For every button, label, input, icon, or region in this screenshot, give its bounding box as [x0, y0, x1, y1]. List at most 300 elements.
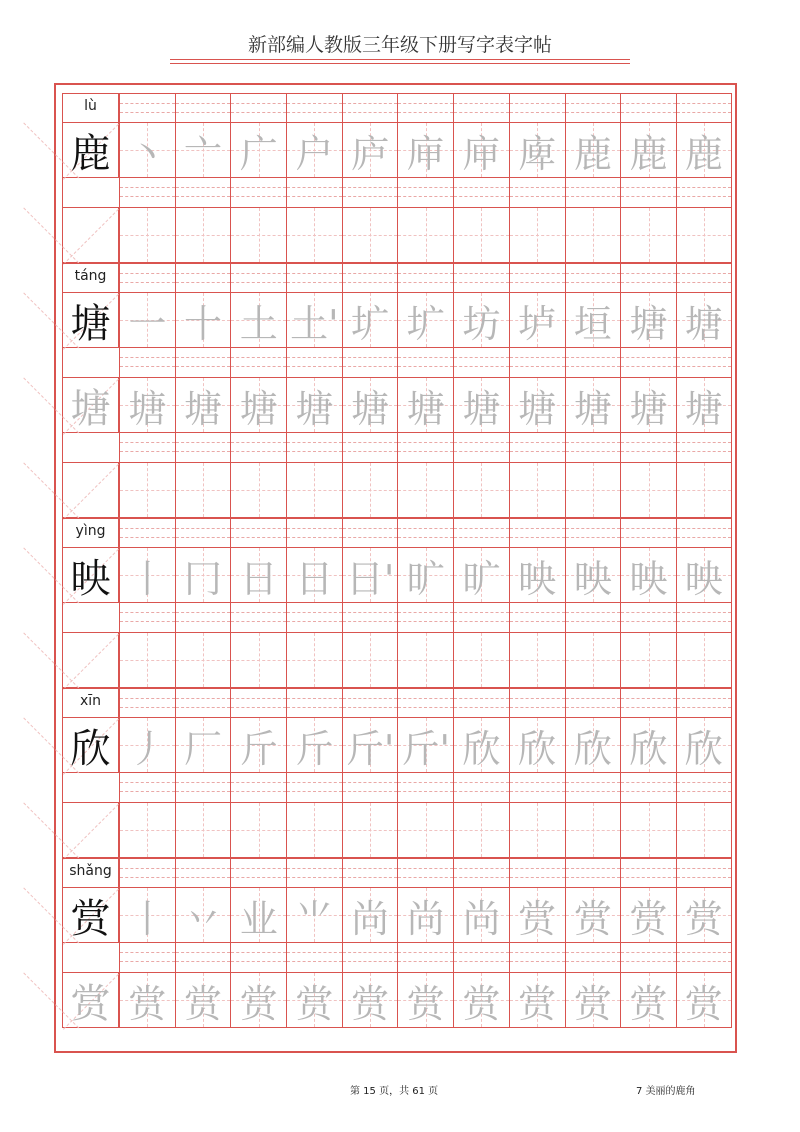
- practice-cell[interactable]: [565, 207, 621, 263]
- char-row: [70, 377, 732, 433]
- practice-cell[interactable]: [453, 462, 509, 518]
- stroke-glyph: 垣: [573, 301, 612, 346]
- stroke-glyph: 丨: [128, 556, 167, 601]
- practice-cell[interactable]: [676, 547, 732, 603]
- center-guide: [231, 235, 286, 236]
- stroke-glyph: 赏: [518, 896, 557, 941]
- practice-cell[interactable]: [230, 887, 286, 943]
- pinyin-cell: [453, 93, 509, 122]
- practice-cell[interactable]: [230, 972, 286, 1028]
- spacer-cell: [620, 603, 676, 632]
- practice-cell[interactable]: [509, 887, 565, 943]
- practice-cell[interactable]: [286, 802, 342, 858]
- practice-cell[interactable]: [342, 547, 398, 603]
- pinyin-cell: [230, 518, 286, 547]
- practice-cell[interactable]: [676, 972, 732, 1028]
- center-guide: [510, 490, 565, 491]
- practice-cell[interactable]: [676, 802, 732, 858]
- spacer-cell: [565, 178, 621, 207]
- pinyin-row: [79, 688, 732, 717]
- practice-cell[interactable]: [565, 462, 621, 518]
- model-character: 映: [70, 555, 111, 602]
- spacer-cell: [342, 603, 398, 632]
- practice-cell[interactable]: [676, 292, 732, 348]
- stroke-glyph: 垆: [518, 301, 557, 346]
- spacer-cell: [119, 348, 175, 377]
- practice-cell[interactable]: [397, 887, 453, 943]
- practice-cell[interactable]: [397, 717, 453, 773]
- practice-cell[interactable]: [286, 632, 342, 688]
- center-guide: [566, 660, 621, 661]
- practice-cell[interactable]: [286, 377, 342, 433]
- practice-cell[interactable]: [175, 887, 231, 943]
- spacer-cell: [230, 433, 286, 462]
- practice-cell[interactable]: [620, 717, 676, 773]
- center-guide: [398, 490, 453, 491]
- center-guide: [287, 235, 342, 236]
- practice-cell[interactable]: [119, 632, 175, 688]
- stroke-glyph: 庐: [351, 131, 390, 176]
- stroke-glyph: 斤: [295, 726, 334, 771]
- spacer-lead: [62, 433, 119, 462]
- practice-cell[interactable]: [565, 887, 621, 943]
- spacer-cell: [509, 433, 565, 462]
- practice-cell[interactable]: [119, 207, 175, 263]
- practice-cell[interactable]: [342, 462, 398, 518]
- practice-cell[interactable]: [676, 122, 732, 178]
- pinyin-cell: [397, 858, 453, 887]
- spacer-cell: [397, 943, 453, 972]
- practice-cell[interactable]: [175, 972, 231, 1028]
- stroke-glyph: 圹: [406, 301, 445, 346]
- lead-cell: [62, 972, 119, 1028]
- practice-cell[interactable]: [453, 717, 509, 773]
- stroke-glyph: 丨: [128, 896, 167, 941]
- practice-cell[interactable]: [286, 717, 342, 773]
- center-guide: [343, 830, 398, 831]
- practice-cell[interactable]: [453, 122, 509, 178]
- spacer-row: [119, 943, 732, 972]
- practice-cell[interactable]: [397, 802, 453, 858]
- pinyin-cell: [119, 93, 175, 122]
- pinyin-cell: [509, 688, 565, 717]
- practice-cell[interactable]: [175, 632, 231, 688]
- practice-cell[interactable]: [286, 207, 342, 263]
- pinyin-cell: [342, 518, 398, 547]
- stroke-glyph: 赏: [629, 896, 668, 941]
- lead-cell: [62, 207, 119, 263]
- practice-cell[interactable]: [397, 632, 453, 688]
- stroke-glyph: 塘: [684, 301, 723, 346]
- practice-cell[interactable]: [175, 717, 231, 773]
- center-guide: [176, 235, 231, 236]
- spacer-cell: [119, 178, 175, 207]
- spacer-cell: [230, 178, 286, 207]
- stroke-glyph: 旷: [462, 556, 501, 601]
- practice-cell[interactable]: [175, 802, 231, 858]
- stroke-glyph: 塘: [351, 386, 390, 431]
- practice-cell[interactable]: [119, 377, 175, 433]
- pinyin-cell: [286, 688, 342, 717]
- stroke-glyph: 赏: [184, 981, 223, 1026]
- pinyin-cell: [175, 263, 231, 292]
- stroke-glyph: 斤': [401, 726, 450, 771]
- practice-cell[interactable]: [342, 717, 398, 773]
- stroke-glyph: 亠: [184, 131, 223, 176]
- practice-cell[interactable]: [175, 122, 231, 178]
- pinyin-cell: [565, 93, 621, 122]
- stroke-glyph: 塘: [295, 386, 334, 431]
- practice-cell[interactable]: [565, 802, 621, 858]
- stroke-glyph: 赏: [573, 896, 612, 941]
- practice-cell[interactable]: [230, 462, 286, 518]
- practice-cell[interactable]: [342, 972, 398, 1028]
- pinyin-cell: [676, 688, 732, 717]
- pinyin-cell: [175, 688, 231, 717]
- practice-cell[interactable]: [397, 972, 453, 1028]
- practice-cell[interactable]: [342, 802, 398, 858]
- spacer-cell: [397, 603, 453, 632]
- practice-cell[interactable]: [509, 632, 565, 688]
- pinyin-label: yìng: [62, 518, 119, 547]
- pinyin-cell: [565, 518, 621, 547]
- stroke-glyph: 斤': [345, 726, 395, 771]
- char-row: [70, 887, 732, 943]
- practice-cell[interactable]: [342, 292, 398, 348]
- spacer-cell: [286, 773, 342, 802]
- practice-cell[interactable]: [230, 207, 286, 263]
- practice-cell[interactable]: [342, 122, 398, 178]
- stroke-glyph: 鹿: [629, 131, 668, 176]
- practice-cell[interactable]: [509, 802, 565, 858]
- spacer-cell: [453, 603, 509, 632]
- practice-cell[interactable]: [565, 547, 621, 603]
- stroke-glyph: ⺌: [295, 896, 334, 941]
- spacer-cell: [453, 433, 509, 462]
- page-number: 第 15 页，共 61 页: [350, 1086, 439, 1097]
- practice-cell[interactable]: [620, 632, 676, 688]
- title-underline-2: [170, 63, 630, 64]
- stroke-glyph: 塘: [239, 386, 278, 431]
- center-guide: [343, 235, 398, 236]
- practice-cell[interactable]: [119, 122, 175, 178]
- pinyin-cell: [119, 688, 175, 717]
- pinyin-cell: [453, 263, 509, 292]
- stroke-glyph: 斤: [239, 726, 278, 771]
- practice-cell[interactable]: [453, 377, 509, 433]
- stroke-glyph: 赏: [239, 981, 278, 1026]
- pinyin-cell: [397, 688, 453, 717]
- pinyin-cell: [342, 688, 398, 717]
- practice-cell[interactable]: [230, 717, 286, 773]
- spacer-cell: [620, 943, 676, 972]
- practice-cell[interactable]: [342, 207, 398, 263]
- practice-cell[interactable]: [509, 547, 565, 603]
- practice-cell[interactable]: [397, 547, 453, 603]
- center-guide: [621, 660, 676, 661]
- practice-cell[interactable]: [342, 632, 398, 688]
- stroke-glyph: 日: [239, 556, 278, 601]
- stroke-glyph: 土': [290, 301, 339, 346]
- practice-cell[interactable]: [286, 547, 342, 603]
- center-guide: [120, 235, 175, 236]
- pinyin-cell: [342, 858, 398, 887]
- char-row: [70, 547, 732, 603]
- pinyin-cell: [565, 858, 621, 887]
- practice-cell[interactable]: [119, 292, 175, 348]
- stroke-glyph: 丷: [184, 896, 223, 941]
- spacer-cell: [620, 773, 676, 802]
- practice-cell[interactable]: [509, 717, 565, 773]
- stroke-glyph: 赏: [406, 981, 445, 1026]
- center-guide: [621, 490, 676, 491]
- practice-cell[interactable]: [565, 632, 621, 688]
- practice-cell[interactable]: [453, 802, 509, 858]
- practice-cell[interactable]: [565, 972, 621, 1028]
- char-row: [70, 292, 732, 348]
- stroke-glyph: 业: [239, 896, 278, 941]
- practice-cell[interactable]: [453, 547, 509, 603]
- stroke-glyph: 塘: [684, 386, 723, 431]
- pinyin-cell: [620, 263, 676, 292]
- pinyin-cell: [509, 263, 565, 292]
- practice-cell[interactable]: [286, 972, 342, 1028]
- pinyin-label: táng: [62, 263, 119, 292]
- pinyin-cell: [286, 263, 342, 292]
- stroke-glyph: 塘: [406, 386, 445, 431]
- spacer-cell: [620, 178, 676, 207]
- trace-character: 塘: [70, 385, 111, 432]
- spacer-cell: [676, 433, 732, 462]
- stroke-glyph: 庘: [406, 131, 445, 176]
- pinyin-cell: [453, 518, 509, 547]
- practice-cell[interactable]: [397, 462, 453, 518]
- practice-cell[interactable]: [175, 292, 231, 348]
- practice-cell[interactable]: [620, 207, 676, 263]
- stroke-glyph: 赏: [629, 981, 668, 1026]
- practice-cell[interactable]: [119, 887, 175, 943]
- pinyin-cell: [676, 93, 732, 122]
- center-guide: [398, 235, 453, 236]
- spacer-cell: [620, 433, 676, 462]
- stroke-glyph: 赏: [295, 981, 334, 1026]
- pinyin-cell: [397, 518, 453, 547]
- practice-cell[interactable]: [620, 462, 676, 518]
- spacer-cell: [119, 433, 175, 462]
- diagonal-guide: [63, 804, 119, 860]
- practice-cell[interactable]: [676, 717, 732, 773]
- pinyin-cell: [286, 858, 342, 887]
- practice-cell[interactable]: [397, 292, 453, 348]
- practice-cell[interactable]: [230, 292, 286, 348]
- practice-cell[interactable]: [119, 802, 175, 858]
- spacer-cell: [453, 943, 509, 972]
- pinyin-cell: [676, 858, 732, 887]
- practice-cell[interactable]: [565, 377, 621, 433]
- center-guide: [566, 235, 621, 236]
- center-guide: [287, 660, 342, 661]
- stroke-glyph: 欣: [684, 726, 723, 771]
- spacer-cell: [286, 943, 342, 972]
- practice-cell[interactable]: [620, 887, 676, 943]
- stroke-glyph: 赏: [462, 981, 501, 1026]
- spacer-cell: [175, 943, 231, 972]
- stroke-glyph: 丿: [128, 726, 167, 771]
- char-row: [119, 207, 732, 263]
- pinyin-cell: [620, 93, 676, 122]
- practice-cell[interactable]: [119, 547, 175, 603]
- practice-cell[interactable]: [453, 632, 509, 688]
- practice-cell[interactable]: [397, 207, 453, 263]
- practice-cell[interactable]: [509, 972, 565, 1028]
- practice-cell[interactable]: [565, 292, 621, 348]
- center-guide: [677, 490, 731, 491]
- practice-cell[interactable]: [565, 717, 621, 773]
- practice-cell[interactable]: [509, 207, 565, 263]
- stroke-glyph: 赏: [128, 981, 167, 1026]
- practice-cell[interactable]: [119, 972, 175, 1028]
- center-guide: [231, 490, 286, 491]
- stroke-glyph: 塘: [518, 386, 557, 431]
- practice-cell[interactable]: [230, 632, 286, 688]
- spacer-cell: [620, 348, 676, 377]
- spacer-cell: [565, 433, 621, 462]
- char-row: [119, 632, 732, 688]
- practice-cell[interactable]: [676, 887, 732, 943]
- pinyin-cell: [397, 263, 453, 292]
- spacer-cell: [342, 348, 398, 377]
- practice-cell[interactable]: [175, 377, 231, 433]
- stroke-glyph: 塘: [184, 386, 223, 431]
- spacer-cell: [676, 348, 732, 377]
- spacer-row: [119, 603, 732, 632]
- stroke-glyph: 赏: [351, 981, 390, 1026]
- practice-cell[interactable]: [676, 632, 732, 688]
- practice-cell[interactable]: [620, 377, 676, 433]
- center-guide: [454, 490, 509, 491]
- spacer-cell: [119, 603, 175, 632]
- practice-cell[interactable]: [509, 377, 565, 433]
- practice-cell[interactable]: [286, 292, 342, 348]
- center-guide: [343, 490, 398, 491]
- practice-cell[interactable]: [620, 122, 676, 178]
- spacer-cell: [565, 603, 621, 632]
- char-row: [70, 122, 732, 178]
- practice-cell[interactable]: [342, 887, 398, 943]
- lead-cell: [62, 802, 119, 858]
- practice-cell[interactable]: [230, 802, 286, 858]
- stroke-glyph: 欣: [629, 726, 668, 771]
- pinyin-row: [69, 858, 732, 887]
- practice-cell[interactable]: [230, 547, 286, 603]
- practice-cell[interactable]: [286, 462, 342, 518]
- practice-cell[interactable]: [230, 377, 286, 433]
- center-guide: [454, 660, 509, 661]
- center-guide: [621, 830, 676, 831]
- practice-cell[interactable]: [286, 122, 342, 178]
- spacer-cell: [175, 603, 231, 632]
- practice-grid: [69, 93, 732, 1028]
- practice-cell[interactable]: [342, 377, 398, 433]
- stroke-glyph: 丶: [128, 131, 167, 176]
- stroke-glyph: 塘: [128, 386, 167, 431]
- spacer-cell: [453, 773, 509, 802]
- center-guide: [231, 830, 286, 831]
- stroke-glyph: 欣: [518, 726, 557, 771]
- spacer-cell: [453, 178, 509, 207]
- pinyin-cell: [119, 518, 175, 547]
- stroke-glyph: 庘: [462, 131, 501, 176]
- pinyin-cell: [286, 93, 342, 122]
- practice-cell[interactable]: [620, 972, 676, 1028]
- spacer-cell: [565, 773, 621, 802]
- practice-cell[interactable]: [175, 462, 231, 518]
- practice-cell[interactable]: [119, 717, 175, 773]
- spacer-cell: [676, 603, 732, 632]
- stroke-glyph: 映: [684, 556, 723, 601]
- spacer-cell: [509, 603, 565, 632]
- center-guide: [287, 490, 342, 491]
- practice-cell[interactable]: [620, 292, 676, 348]
- practice-cell[interactable]: [676, 207, 732, 263]
- practice-cell[interactable]: [230, 122, 286, 178]
- practice-cell[interactable]: [620, 547, 676, 603]
- practice-cell[interactable]: [620, 802, 676, 858]
- spacer-cell: [676, 943, 732, 972]
- practice-cell[interactable]: [397, 122, 453, 178]
- practice-cell[interactable]: [453, 972, 509, 1028]
- practice-sheet: [54, 83, 737, 1053]
- practice-cell[interactable]: [453, 207, 509, 263]
- stroke-glyph: 塘: [462, 386, 501, 431]
- practice-cell[interactable]: [453, 887, 509, 943]
- practice-cell[interactable]: [509, 122, 565, 178]
- practice-cell[interactable]: [175, 207, 231, 263]
- practice-cell[interactable]: [509, 292, 565, 348]
- stroke-glyph: 旷: [406, 556, 445, 601]
- lead-cell: [62, 632, 119, 688]
- pinyin-cell: [397, 93, 453, 122]
- practice-cell[interactable]: [676, 377, 732, 433]
- center-guide: [176, 490, 231, 491]
- page-title: 新部编人教版三年级下册写字表字帖: [247, 34, 552, 56]
- stroke-glyph: 鹿: [684, 131, 723, 176]
- spacer-cell: [342, 178, 398, 207]
- lesson-title: 7 美丽的鹿角: [636, 1086, 696, 1097]
- pinyin-cell: [119, 858, 175, 887]
- practice-cell[interactable]: [175, 547, 231, 603]
- spacer-row: [119, 773, 732, 802]
- pinyin-cell: [230, 93, 286, 122]
- lead-cell: [62, 887, 119, 943]
- spacer-cell: [286, 603, 342, 632]
- spacer-cell: [230, 348, 286, 377]
- spacer-lead: [62, 603, 119, 632]
- stroke-glyph: 塘: [629, 386, 668, 431]
- model-character: 塘: [70, 300, 111, 347]
- char-row: [119, 802, 732, 858]
- practice-cell[interactable]: [397, 377, 453, 433]
- practice-cell[interactable]: [509, 462, 565, 518]
- practice-cell[interactable]: [565, 122, 621, 178]
- spacer-cell: [676, 773, 732, 802]
- practice-cell[interactable]: [119, 462, 175, 518]
- stroke-glyph: 户: [295, 131, 334, 176]
- practice-cell[interactable]: [286, 887, 342, 943]
- practice-cell[interactable]: [453, 292, 509, 348]
- pinyin-label: shǎng: [62, 858, 119, 887]
- practice-cell[interactable]: [676, 462, 732, 518]
